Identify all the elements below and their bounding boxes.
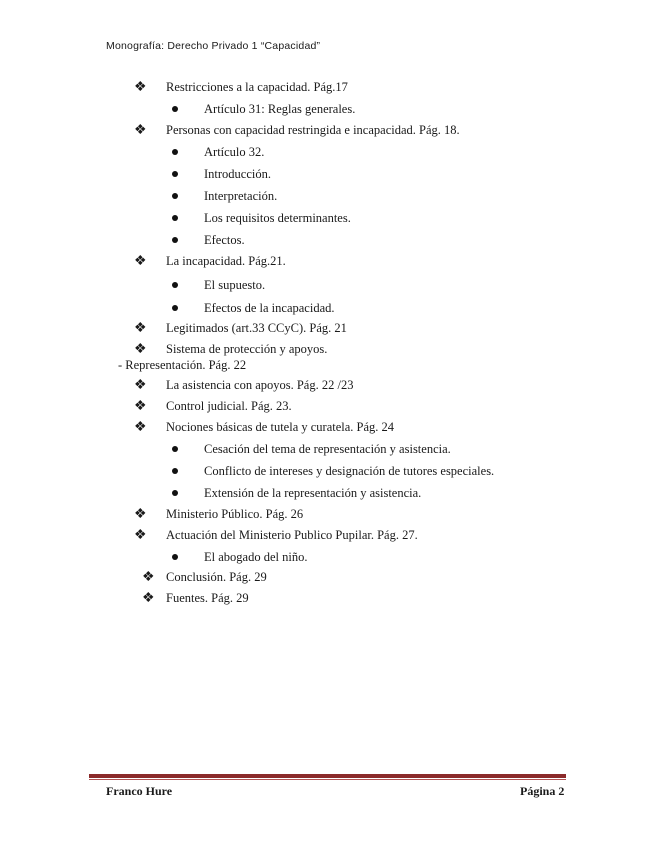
toc-entry: Actuación del Ministerio Publico Pupilar. Pág. 27. (166, 528, 418, 542)
toc-entry: La incapacidad. Pág.21. (166, 254, 286, 268)
diamond-bullet-icon: ❖ (134, 80, 147, 95)
toc-entry: Interpretación. (204, 189, 278, 203)
toc-entry: Ministerio Público. Pág. 26 (166, 507, 304, 521)
diamond-bullet-icon: ❖ (134, 342, 147, 357)
toc-entry: La asistencia con apoyos. Pág. 22 /23 (166, 378, 354, 392)
round-bullet-icon (172, 106, 178, 112)
round-bullet-icon (172, 554, 178, 560)
diamond-bullet-icon: ❖ (134, 123, 147, 138)
toc-entry: Los requisitos determinantes. (204, 211, 351, 225)
toc-entry: Extensión de la representación y asistencia. (204, 486, 422, 500)
round-bullet-icon (172, 193, 178, 199)
toc-entry: Sistema de protección y apoyos. (166, 342, 328, 356)
toc-entry: Conflicto de intereses y designación de tutores especiales. (204, 464, 495, 478)
toc-entry: Cesación del tema de representación y asistencia. (204, 442, 451, 456)
round-bullet-icon (172, 282, 178, 288)
diamond-bullet-icon: ❖ (134, 507, 147, 522)
toc-entry: Artículo 31: Reglas generales. (204, 102, 356, 116)
toc-entry: Personas con capacidad restringida e incapacidad. Pág. 18. (166, 123, 460, 137)
diamond-bullet-icon: ❖ (134, 528, 147, 543)
diamond-bullet-icon: ❖ (142, 570, 155, 585)
diamond-bullet-icon: ❖ (134, 378, 147, 393)
round-bullet-icon (172, 490, 178, 496)
round-bullet-icon (172, 468, 178, 474)
toc-entry: Fuentes. Pág. 29 (166, 591, 249, 605)
toc-entry: Control judicial. Pág. 23. (166, 399, 292, 413)
diamond-bullet-icon: ❖ (134, 321, 147, 336)
diamond-bullet-icon: ❖ (134, 399, 147, 414)
round-bullet-icon (172, 215, 178, 221)
toc-entry: Conclusión. Pág. 29 (166, 570, 267, 584)
page-header-title: Monografía: Derecho Privado 1 “Capacidad” (106, 40, 321, 52)
toc-entry: Legitimados (art.33 CCyC). Pág. 21 (166, 321, 347, 335)
toc-entry: Efectos. (204, 233, 245, 247)
diamond-bullet-icon: ❖ (134, 420, 147, 435)
toc-entry: El abogado del niño. (204, 550, 308, 564)
footer-rule-thin (89, 779, 566, 780)
toc-entry: Nociones básicas de tutela y curatela. Pág. 24 (166, 420, 395, 434)
toc-entry: Restricciones a la capacidad. Pág.17 (166, 80, 348, 94)
round-bullet-icon (172, 149, 178, 155)
toc-entry: Efectos de la incapacidad. (204, 301, 335, 315)
toc-entry: El supuesto. (204, 278, 266, 292)
round-bullet-icon (172, 171, 178, 177)
footer-page-number: Página 2 (520, 784, 565, 798)
round-bullet-icon (172, 237, 178, 243)
footer-author: Franco Hure (106, 784, 173, 798)
toc-entry: - Representación. Pág. 22 (118, 358, 247, 372)
round-bullet-icon (172, 446, 178, 452)
footer-rule (89, 774, 566, 778)
toc-entry: Introducción. (204, 167, 271, 181)
toc-entry: Artículo 32. (204, 145, 265, 159)
diamond-bullet-icon: ❖ (134, 254, 147, 269)
diamond-bullet-icon: ❖ (142, 591, 155, 606)
round-bullet-icon (172, 305, 178, 311)
